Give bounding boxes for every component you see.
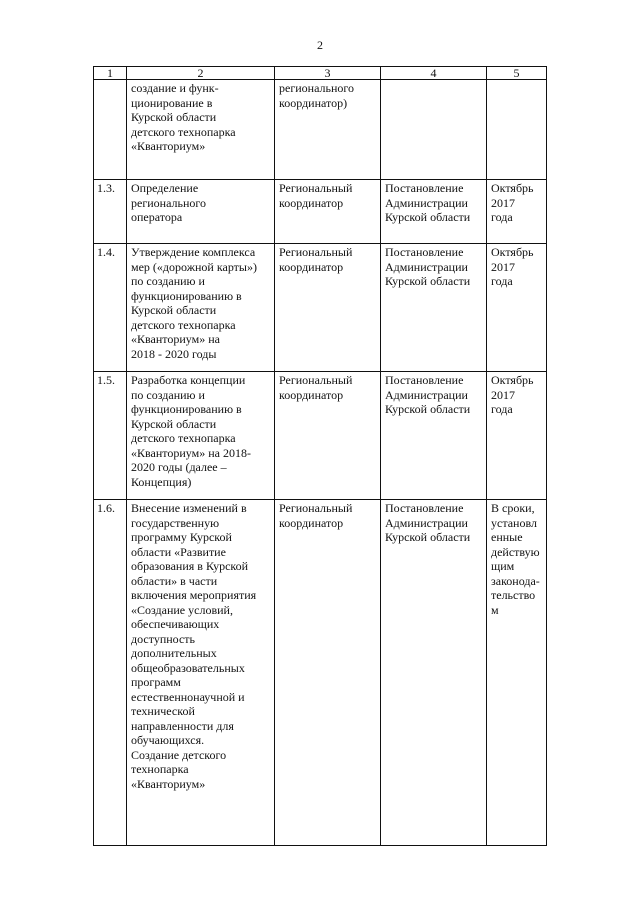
item-executor: Региональный координатор <box>275 500 381 846</box>
item-executor: Региональный координатор <box>275 180 381 244</box>
item-deadline: В сроки, установленные действующим законода- тельством <box>487 500 547 846</box>
item-event: Определение регионального оператора <box>127 180 275 244</box>
item-executor: регионального координатор) <box>275 80 381 180</box>
item-deadline: Октябрь 2017 года <box>487 180 547 244</box>
item-deadline: Октябрь 2017 года <box>487 244 547 372</box>
item-deadline: Октябрь 2017 года <box>487 372 547 500</box>
page-number: 2 <box>317 38 323 52</box>
item-deadline <box>487 80 547 180</box>
table-row <box>94 372 547 500</box>
item-executor: Региональный координатор <box>275 244 381 372</box>
item-document: Постановление Администрации Курской области <box>381 372 487 500</box>
table-row <box>94 500 547 846</box>
item-document: Постановление Администрации Курской области <box>381 180 487 244</box>
item-document: Постановление Администрации Курской области <box>381 500 487 846</box>
item-document: Постановление Администрации Курской области <box>381 244 487 372</box>
item-number: 1.6. <box>94 500 127 846</box>
table-header-row <box>94 67 547 80</box>
item-event: Утверждение комплекса мер («дорожной карты») по созданию и функционированию в Курской области детского технопарка «Кванториум» на 2018 - 2020 годы <box>127 244 275 372</box>
table-row <box>94 180 547 244</box>
item-event: Разработка концепции по созданию и функционированию в Курской области детского технопарка «Кванториум» на 2018- 2020 годы (далее – Концепция) <box>127 372 275 500</box>
item-event: Внесение изменений в государственную программу Курской области «Развитие образования в Курской области» в части включения мероприятия «Создание условий, обеспечивающих доступность дополнительных общеобразовательных программ естественнонаучной и технической направленности для обучающихся. Создание детского технопарка «Кванториум» <box>127 500 275 846</box>
column-header-5: 5 <box>487 67 547 80</box>
action-plan-table <box>93 66 547 846</box>
item-executor: Региональный координатор <box>275 372 381 500</box>
item-event: создание и функ- ционирование в Курской области детского технопарка «Кванториум» <box>127 80 275 180</box>
item-number <box>94 80 127 180</box>
column-header-1: 1 <box>94 67 127 80</box>
column-header-3: 3 <box>275 67 381 80</box>
item-document <box>381 80 487 180</box>
table-row <box>94 80 547 180</box>
column-header-4: 4 <box>381 67 487 80</box>
item-number: 1.4. <box>94 244 127 372</box>
item-number: 1.3. <box>94 180 127 244</box>
item-number: 1.5. <box>94 372 127 500</box>
column-header-2: 2 <box>127 67 275 80</box>
table-row <box>94 244 547 372</box>
